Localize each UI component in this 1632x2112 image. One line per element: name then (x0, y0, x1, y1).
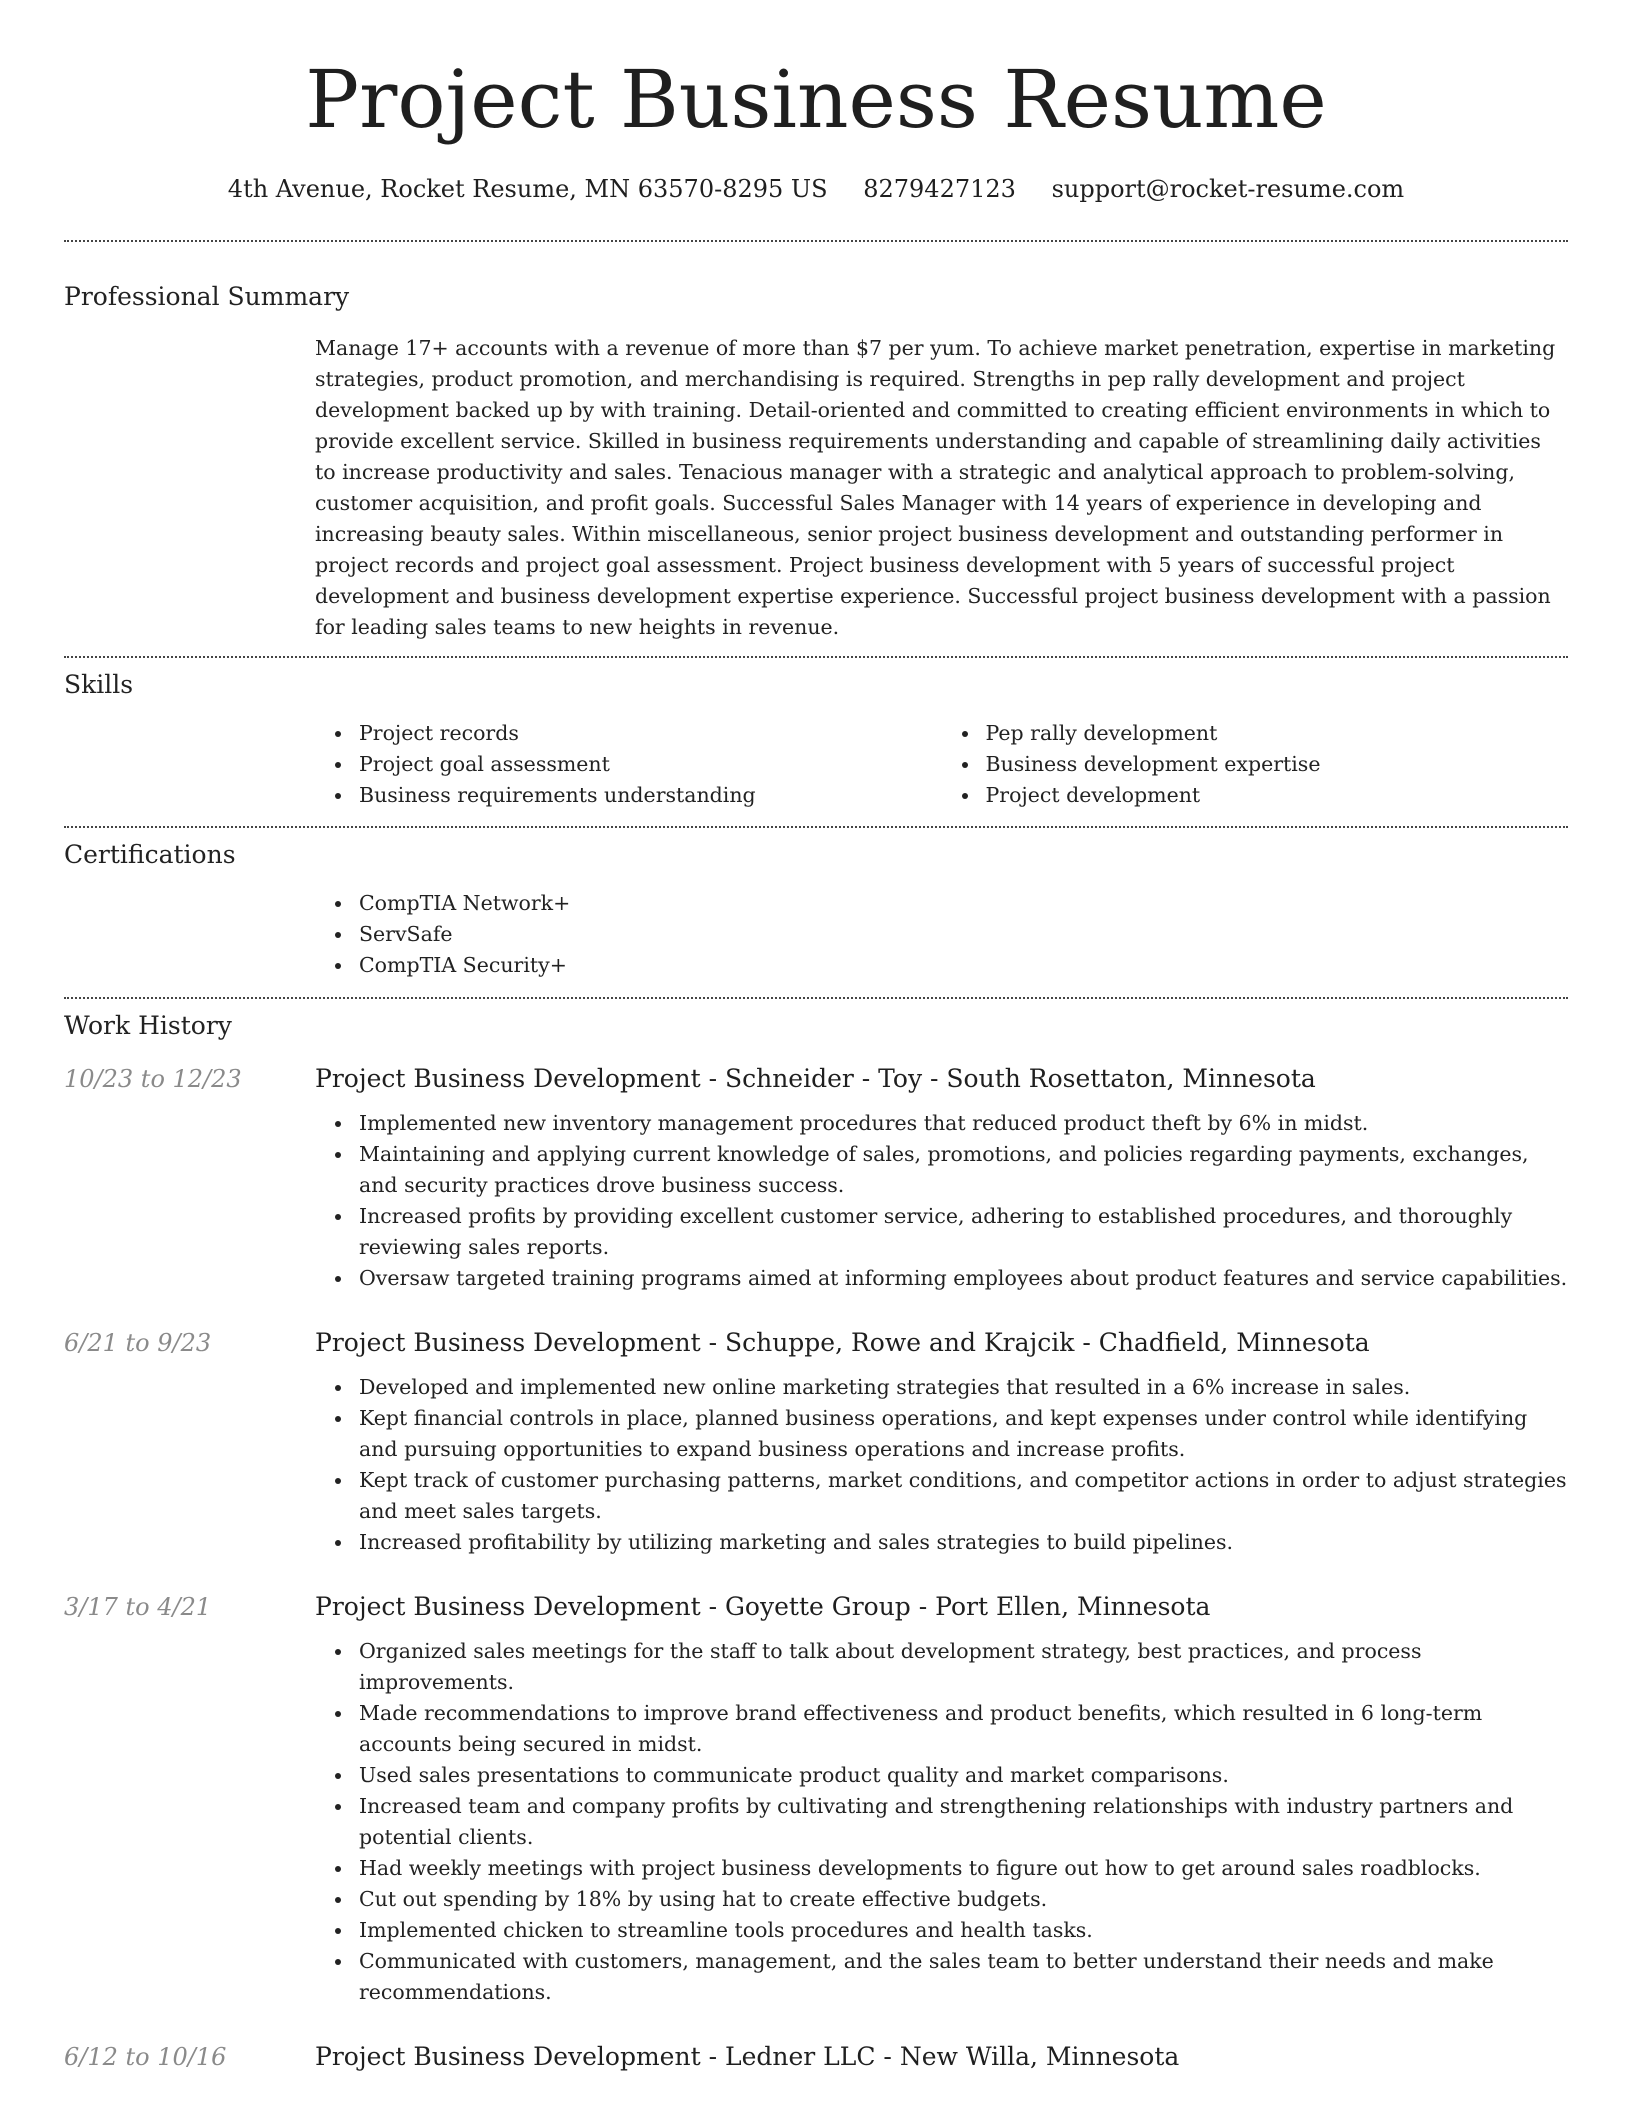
job-bullets (315, 1108, 1568, 1294)
job-entry (64, 1062, 1568, 1294)
job-title: Project Business Development - Schuppe, Rowe and Krajcik - Chadfield, Minnesota (315, 1328, 1370, 1357)
resume-title: Project Business Resume (305, 53, 1327, 146)
job-bullet: Cut out spending by 18% by using hat to create effective budgets. (359, 1884, 1568, 1915)
contact-email: support@rocket-resume.com (1051, 175, 1405, 203)
job-bullet: Kept financial controls in place, planned business operations, and kept expenses under control while identifying and pursuing opportunities to expand business operations and increase profits. (359, 1403, 1568, 1465)
skill-item: Business development expertise (986, 749, 1569, 780)
summary-section (64, 242, 1568, 643)
skills-right-list (942, 718, 1569, 811)
section-heading: Professional Summary (64, 282, 350, 311)
job-bullet: Implemented new inventory management procedures that reduced product theft by 6% in midst. (359, 1108, 1568, 1139)
job-bullet: Organized sales meetings for the staff to talk about development strategy, best practices, and process improvements. (359, 1636, 1568, 1698)
contact-address: 4th Avenue, Rocket Resume, MN 63570-8295 US (227, 175, 828, 203)
job-dates: 6/12 to 10/16 (64, 2043, 227, 2071)
job-bullet: Kept track of customer purchasing patterns, market conditions, and competitor actions in order to adjust strategies and meet sales targets. (359, 1465, 1568, 1527)
job-bullet: Had weekly meetings with project business developments to figure out how to get around sales roadblocks. (359, 1853, 1568, 1884)
job-bullet: Implemented chicken to streamline tools procedures and health tasks. (359, 1915, 1568, 1946)
skill-item: Project goal assessment (359, 749, 942, 780)
job-bullet: Maintaining and applying current knowledge of sales, promotions, and policies regarding payments, exchanges, and security practices drove business success. (359, 1139, 1568, 1201)
job-bullet: Increased team and company profits by cultivating and strengthening relationships with industry partners and potential clients. (359, 1791, 1568, 1853)
summary-text: Manage 17+ accounts with a revenue of more than $7 per yum. To achieve market penetration, expertise in marketing strategies, product promotion, and merchandising is required. Strengths in pep rally development and project development backed up by with training. Detail-oriented and committed to creating efficient environments in which to provide excellent service. Skilled in business requirements understanding and capable of streamlining daily activities to increase productivity and sales. Tenacious manager with a strategic and analytical approach to problem-solving, customer acquisition, and profit goals. Successful Sales Manager with 14 years of experience in developing and increasing beauty sales. Within miscellaneous, senior project business development and outstanding performer in project records and project goal assessment. Project business development with 5 years of successful project development and business development expertise experience. Successful project business development with a passion for leading sales teams to new heights in revenue. (315, 336, 1556, 639)
job-entry (64, 2040, 1568, 2074)
job-bullet: Developed and implemented new online marketing strategies that resulted in a 6% increase in sales. (359, 1372, 1568, 1403)
section-heading: Work History (64, 1011, 232, 1040)
job-title: Project Business Development - Schneider - Toy - South Rosettaton, Minnesota (315, 1064, 1316, 1093)
job-entry (64, 1590, 1568, 2008)
skill-item: Pep rally development (986, 718, 1569, 749)
skills-left-list (315, 718, 942, 811)
contact-line (64, 172, 1568, 206)
job-bullet: Increased profitability by utilizing marketing and sales strategies to build pipelines. (359, 1527, 1568, 1558)
section-heading: Skills (64, 670, 134, 699)
job-title: Project Business Development - Ledner LLC - New Willa, Minnesota (315, 2042, 1180, 2071)
job-bullet: Communicated with customers, management, and the sales team to better understand their needs and make recommendations. (359, 1946, 1568, 2008)
job-bullets (315, 1372, 1568, 1558)
job-bullet: Made recommendations to improve brand effectiveness and product benefits, which resulted in 6 long-term accounts being secured in midst. (359, 1698, 1568, 1760)
job-dates: 3/17 to 4/21 (64, 1593, 212, 1621)
resume-page (64, 0, 1568, 2074)
certifications-section (64, 828, 1568, 981)
job-entry (64, 1326, 1568, 1558)
job-dates: 10/23 to 12/23 (64, 1065, 242, 1093)
skill-item: Business requirements understanding (359, 780, 942, 811)
job-dates: 6/21 to 9/23 (64, 1329, 212, 1357)
certifications-list (315, 888, 1568, 981)
certification-item: CompTIA Network+ (359, 888, 1568, 919)
skill-item: Project development (986, 780, 1569, 811)
job-bullet: Used sales presentations to communicate product quality and market comparisons. (359, 1760, 1568, 1791)
job-bullet: Increased profits by providing excellent customer service, adhering to established procedures, and thoroughly reviewing sales reports. (359, 1201, 1568, 1263)
job-title: Project Business Development - Goyette Group - Port Ellen, Minnesota (315, 1592, 1211, 1621)
job-bullet: Oversaw targeted training programs aimed at informing employees about product features and service capabilities. (359, 1263, 1568, 1294)
job-bullets (315, 1636, 1568, 2008)
skills-section (64, 658, 1568, 811)
contact-phone: 8279427123 (863, 175, 1016, 203)
certification-item: ServSafe (359, 919, 1568, 950)
certification-item: CompTIA Security+ (359, 950, 1568, 981)
section-heading: Certifications (64, 840, 236, 869)
work-history-section (64, 999, 1568, 2074)
skill-item: Project records (359, 718, 942, 749)
